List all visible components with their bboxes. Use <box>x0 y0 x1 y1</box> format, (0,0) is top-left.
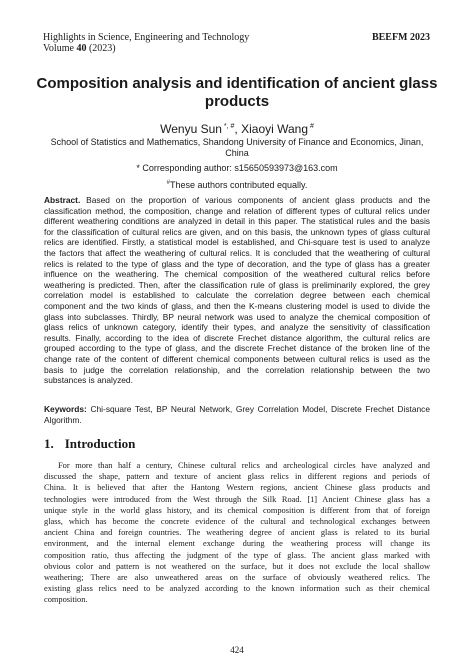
page-number: 424 <box>230 645 244 655</box>
abstract-line: glass into subclasses. Thirdly, BP neural network was used to analyze the chemical composition of <box>44 311 430 322</box>
abstract-line: influence on the weathering. The chemical composition of the weathered cultural relics before <box>44 269 430 280</box>
author-separator: , <box>234 122 242 136</box>
body-line: environment, and the internal element exchange during the weathering process will change its <box>44 539 430 549</box>
body-line: composition. <box>44 595 88 605</box>
section-number: 1. <box>44 436 54 451</box>
volume-label: Volume <box>43 43 77 54</box>
volume-year: (2023) <box>86 43 116 54</box>
volume-number: 40 <box>76 43 87 54</box>
body-line: ancient China and foreign countries. The weathering degree of ancient glass is related to its burial <box>44 528 430 538</box>
abstract-line: weathering is predicted. Then, after the classification rule of glass is preliminarily explored, the grey <box>44 279 430 290</box>
body-line: discussed the shape, pattern and texture of ancient glass relics in different regions and periods of <box>44 472 430 482</box>
affiliation <box>30 137 444 159</box>
abstract-line: Abstract. Based on the proportion of various components of ancient glass products and the <box>44 195 430 205</box>
body-line: For more than half a century, Chinese cultural relics and archeological circles have analyzed and <box>58 461 430 470</box>
abstract-line: basis to judge the correlation relationship, and the correlation relationship between the two <box>44 364 430 375</box>
abstract-line: relics are identified. Firstly, a statistical model is established, and Chi-square test is used to analyze <box>44 237 430 248</box>
equal-contribution-mark: # <box>166 180 170 186</box>
equal-contribution-note <box>0 178 474 191</box>
body-line: composition ratio, thus affecting the judgment of the type of glass. The ancient glass marked with <box>44 550 430 560</box>
keywords-label: Keywords: <box>44 404 87 414</box>
abstract-line: the factors that affect the weathering of cultural relics. It is concluded that the weathering of cultural <box>44 247 430 258</box>
keywords-line: Algorithm. <box>44 414 82 425</box>
abstract-label: Abstract. <box>44 195 81 205</box>
abstract-line: results. Finally, according to the idea of discrete Frechet distance algorithm, the cultural relics are <box>44 332 430 343</box>
journal-name: Highlights in Science, Engineering and Technology <box>43 32 250 43</box>
abstract <box>44 195 430 386</box>
abstract-line: glass relics of unknown category, identify their types, and analyze the sensitivity of classification <box>44 322 430 333</box>
author-name: Wenyu Sun <box>160 122 222 136</box>
body-line: obvious color and pattern is not weathered on the surface, but it does not exclude the local shallow <box>44 561 430 571</box>
title-line-2: products <box>204 93 270 110</box>
title-line-1: Composition analysis and identification of ancient glass <box>36 75 438 92</box>
author-name: Xiaoyi Wang <box>241 122 309 136</box>
body-line: unique style in the world glass history, and its chemical composition is different from that of foreign <box>44 505 430 515</box>
body-line: technologies were introduced from the West through the Silk Road. [1] Ancient Chinese glass has a <box>44 494 430 504</box>
paper-title <box>30 75 444 111</box>
keywords-line: Keywords: Chi-square Test, BP Neural Network, Grey Correlation Model, Discrete Frechet Distance <box>44 404 430 414</box>
abstract-line: different weathering conditions are analyzed in detail in this paper. The statistical rules and the basis <box>44 216 430 227</box>
abstract-line: grouped according to the type of glass, and the discrete Frechet distance of the broken line of the <box>44 343 430 354</box>
abstract-line: classification method, the composition, change and relation of different types of cultural relics under <box>44 205 430 216</box>
equal-contribution-text: These authors contributed equally. <box>169 180 308 190</box>
abstract-line: component and the two kinds of glass, and then the K-means clustering model is used to divide the <box>44 300 430 311</box>
abstract-line: correlation model is established to calculate the correlation degree between each chemical <box>44 290 430 301</box>
body-line: existing glass relics need to be analyzed according to the known information such as their chemical <box>44 584 430 594</box>
abstract-line: change rate of the content of different chemical components between cultural relics is used as the <box>44 353 430 364</box>
abstract-line: relics is related to the type of glass and the type of decoration, and the type of glass has a greater <box>44 258 430 269</box>
corresponding-author: * Corresponding author: s15650593973@163.com <box>136 163 338 173</box>
affiliation-line-1: School of Statistics and Mathematics, Shandong University of Finance and Economics, Jinan, <box>50 137 424 147</box>
affiliation-line-2: China <box>225 148 249 158</box>
body-line: weathering; There are also unweathered areas on the surface of obviously weathered relics. The <box>44 573 430 583</box>
author-line <box>0 119 474 137</box>
volume-line <box>43 43 116 55</box>
keywords <box>44 404 430 425</box>
conference-label: BEEFM 2023 <box>371 32 430 43</box>
section-heading <box>44 436 135 452</box>
author-marks: # <box>309 123 314 130</box>
abstract-line: for the classification of cultural relics are given, and on this basis, the unknown types of glass cultural <box>44 226 430 237</box>
section-title: Introduction <box>64 436 136 451</box>
abstract-line: substances is analyzed. <box>44 375 133 386</box>
body-line: glass, which has become the concrete evidence of the cultural and technological exchanges between <box>44 517 430 527</box>
section-body <box>44 460 430 606</box>
author-marks: *, # <box>223 123 235 130</box>
body-line: China. It is believed that after the Hantong Western regions, ancient Chinese glass products and <box>44 483 430 493</box>
